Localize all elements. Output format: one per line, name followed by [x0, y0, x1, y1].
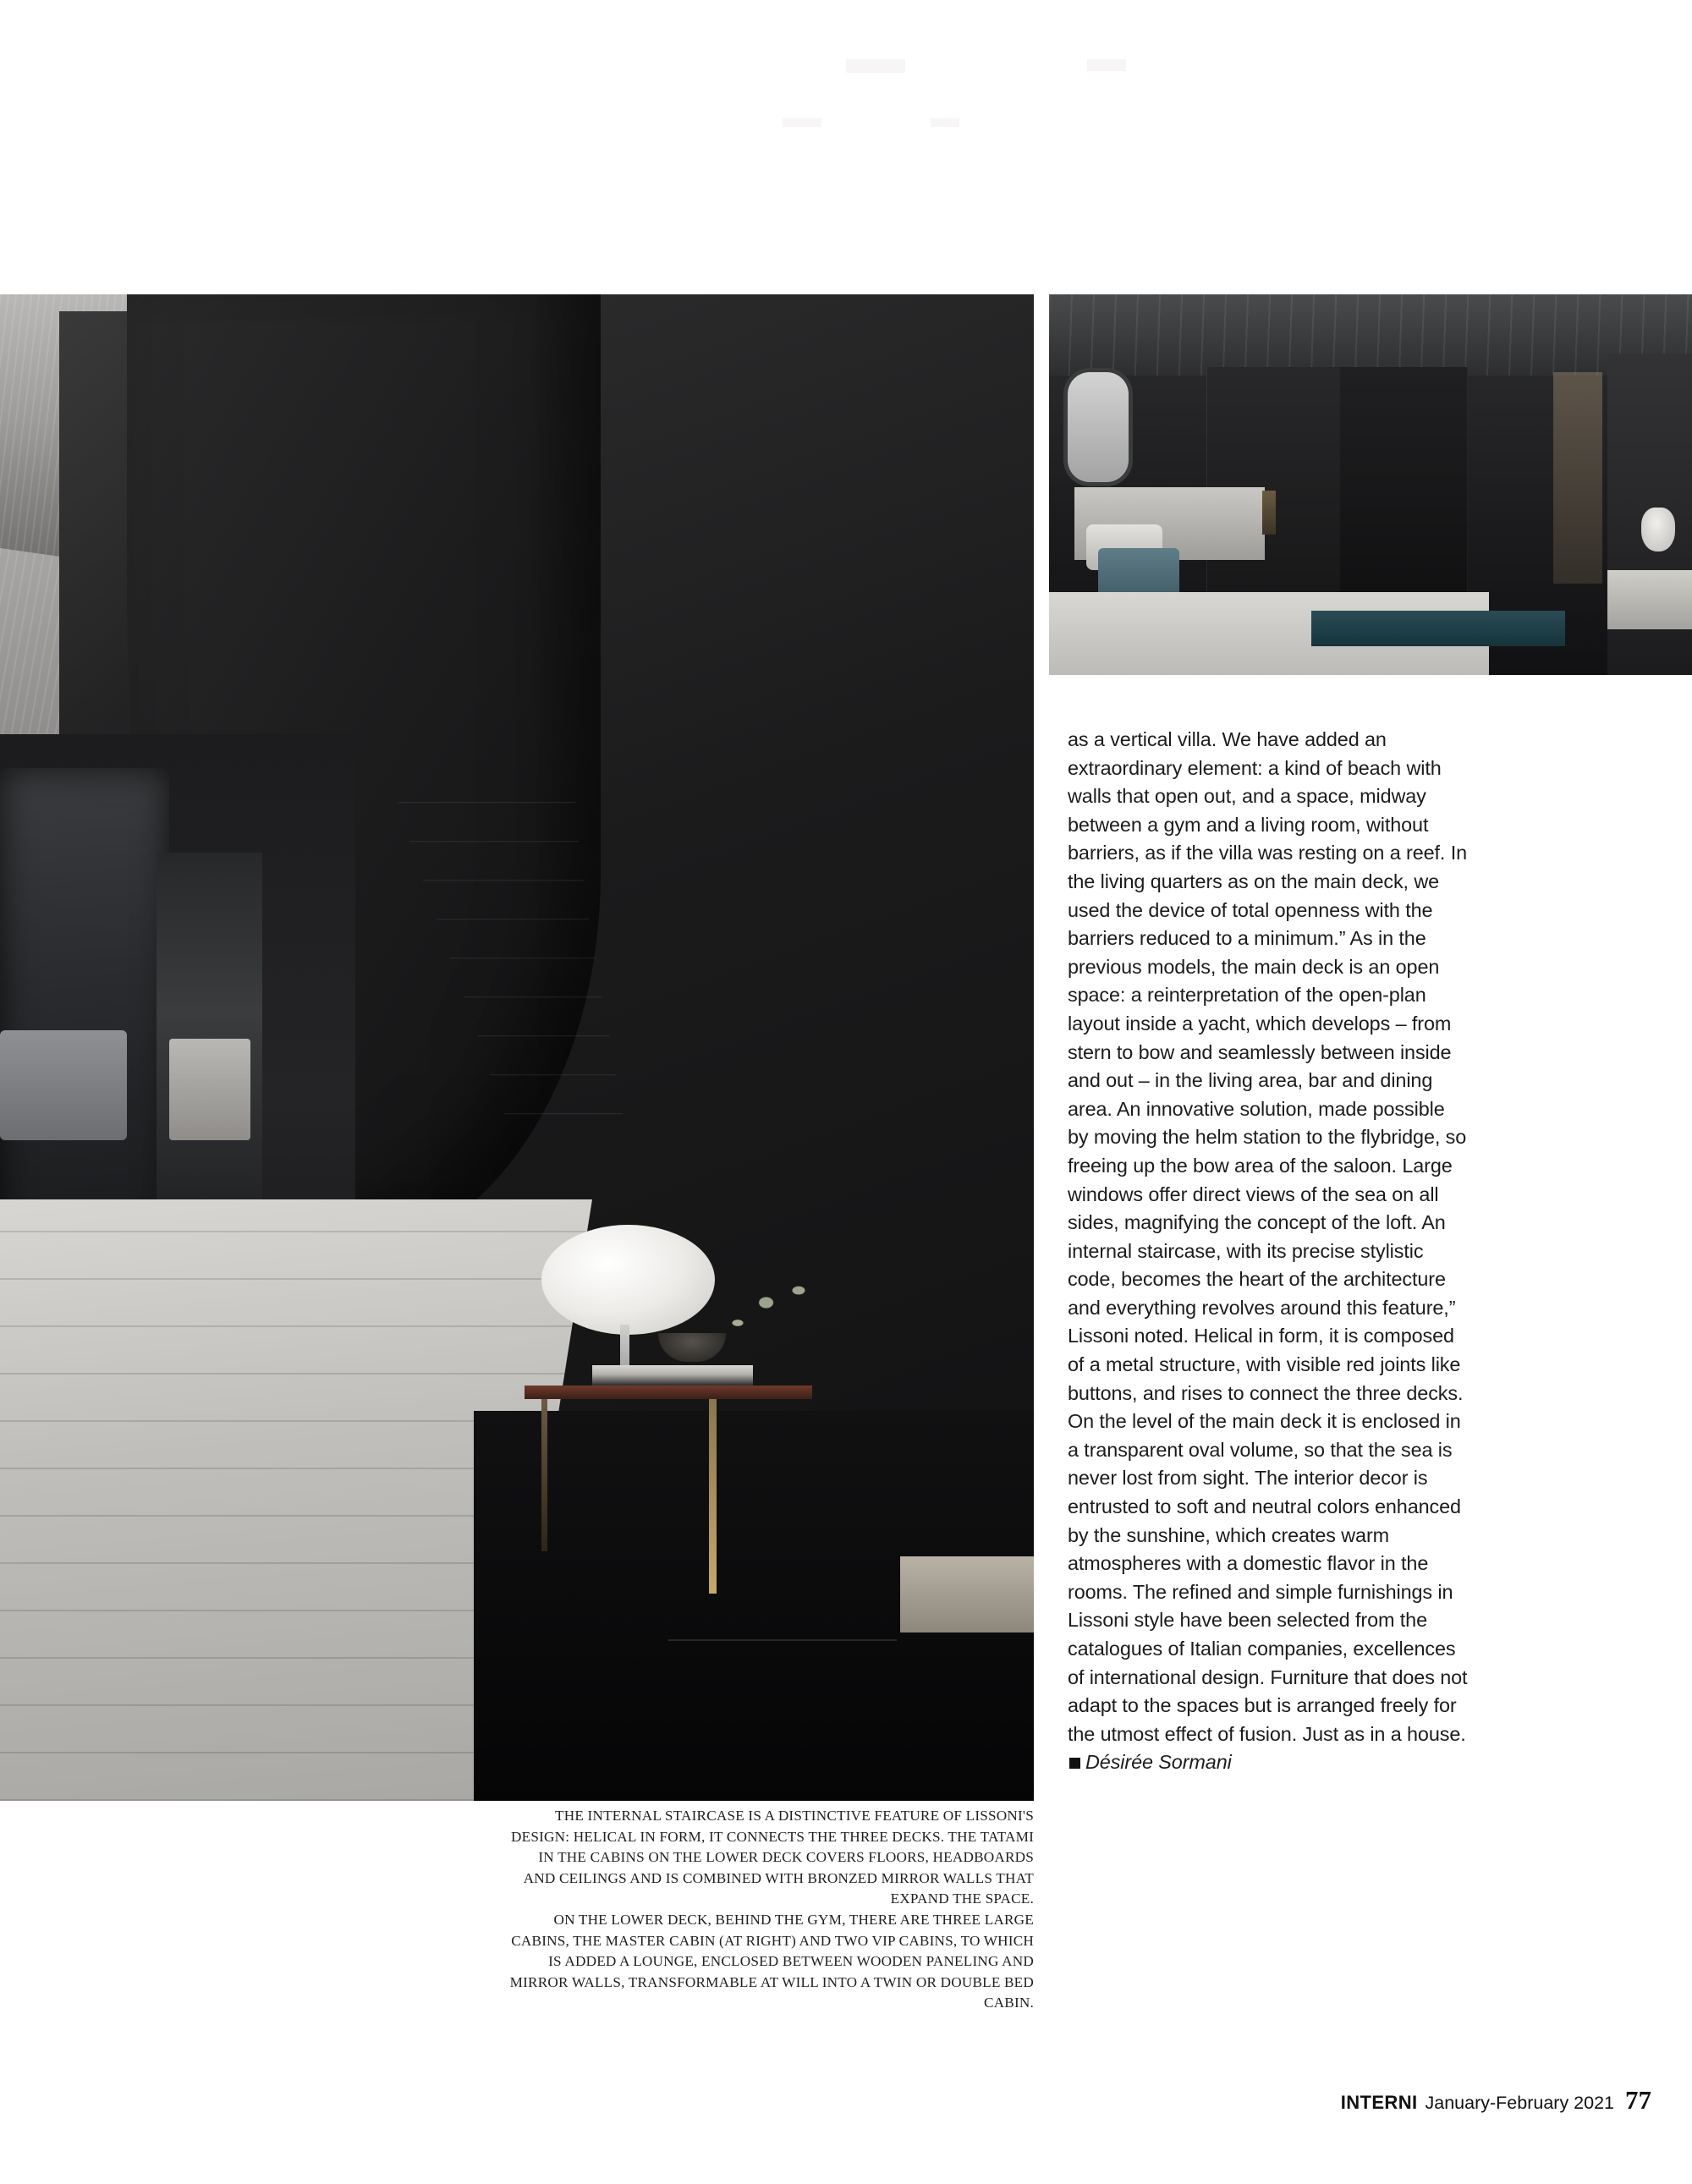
cabinet-seam	[668, 1639, 897, 1641]
caption-paragraph-1: THE INTERNAL STAIRCASE IS A DISTINCTIVE FEATURE OF LISSONI'S DESIGN: HELICAL IN FORM, IT CONNECTS THE THREE DECKS. THE TATAMI IN THE CABINS ON THE LOWER DECK COVERS FLOORS, HEADBOARDS AND CEILINGS AND IS COMBINED WITH BRONZED MIRROR WALLS THAT EXPAND THE SPACE.	[511, 1808, 1034, 1907]
cabin-ceiling	[1049, 294, 1692, 376]
article-body	[1068, 726, 1470, 1777]
daybed	[1607, 570, 1692, 629]
teal-bed-runner	[1311, 611, 1565, 646]
doorway	[1553, 372, 1602, 584]
porthole-window	[1068, 372, 1129, 482]
low-bench	[900, 1556, 1034, 1633]
issue-date: January-February 2021	[1425, 2093, 1614, 2113]
staircase-steps	[398, 802, 643, 1174]
globe-table-lamp	[541, 1225, 715, 1335]
console-leg-left	[541, 1399, 547, 1551]
caption-paragraph-2: ON THE LOWER DECK, BEHIND THE GYM, THERE ARE THREE LARGE CABINS, THE MASTER CABIN (AT RIGHT) AND TWO VIP CABINS, TO WHICH IS ADDED A LOUNGE, ENCLOSED BETWEEN WOODEN PANELING AND MIRROR WALLS, TRANSFORMABLE AT WILL INTO A TWIN OR DOUBLE BED CABIN.	[509, 1911, 1034, 2011]
bedside-lamp	[1262, 491, 1276, 535]
photo-master-cabin	[1049, 294, 1692, 675]
wood-panel-right	[1340, 367, 1468, 621]
article-byline: Désirée Sormani	[1085, 1751, 1232, 1774]
stacked-books	[592, 1365, 753, 1386]
console-leg-right	[709, 1399, 717, 1594]
photo-interior-staircase	[0, 294, 1034, 1801]
scan-artifact	[846, 59, 905, 73]
white-vase	[1641, 508, 1675, 551]
photo-caption	[508, 1806, 1034, 2014]
page-footer	[1341, 2085, 1651, 2115]
wood-console-table	[525, 1386, 812, 1399]
end-mark-icon	[1069, 1758, 1080, 1769]
page-number: 77	[1625, 2085, 1651, 2115]
article-body-text: as a vertical villa. We have added an extraordinary element: a kind of beach with walls that open out, and a space, midway between a gym and a living room, without barriers, as if the villa was resting on a reef. In the living quarters as on the main deck, we used the device of total openness with the barriers reduced to a minimum.” As in the previous models, the main deck is an open space: a reinterpretation of the open-plan layout inside a yacht, which develops – from stern to bow and seamlessly between inside and out – in the living area, bar and dining area. An innovative solution, made possible by moving the helm station to the flybridge, so freeing up the bow area of the saloon. Large windows offer direct views of the sea on all sides, magnifying the concept of the loft. An internal staircase, with its precise stylistic code, becomes the heart of the architecture and everything revolves around this feature,” Lissoni noted. Helical in form, it is composed of a metal structure, with visible red joints like buttons, and rises to connect the three decks. On the level of the main deck it is enclosed in a transparent oval volume, so that the sea is never lost from sight. The interior decor is entrusted to soft and neutral colors enhanced by the sunshine, which creates warm atmospheres with a domestic flavor in the rooms. The refined and simple furnishings in Lissoni style have been selected from the catalogues of Italian companies, excellences of international design. Furniture that does not adapt to the spaces but is arranged freely for the utmost effect of fusion. Just as in a house.	[1068, 728, 1468, 1745]
bronzed-mirror-wall	[0, 768, 169, 1242]
corridor-lit-room	[169, 1039, 250, 1140]
plant-branch	[717, 1276, 819, 1343]
scan-artifact	[783, 118, 821, 127]
scan-artifact	[931, 118, 959, 127]
scan-artifact	[1087, 59, 1126, 71]
magazine-name: INTERNI	[1340, 2092, 1418, 2113]
sofa-reflection	[0, 1030, 127, 1140]
